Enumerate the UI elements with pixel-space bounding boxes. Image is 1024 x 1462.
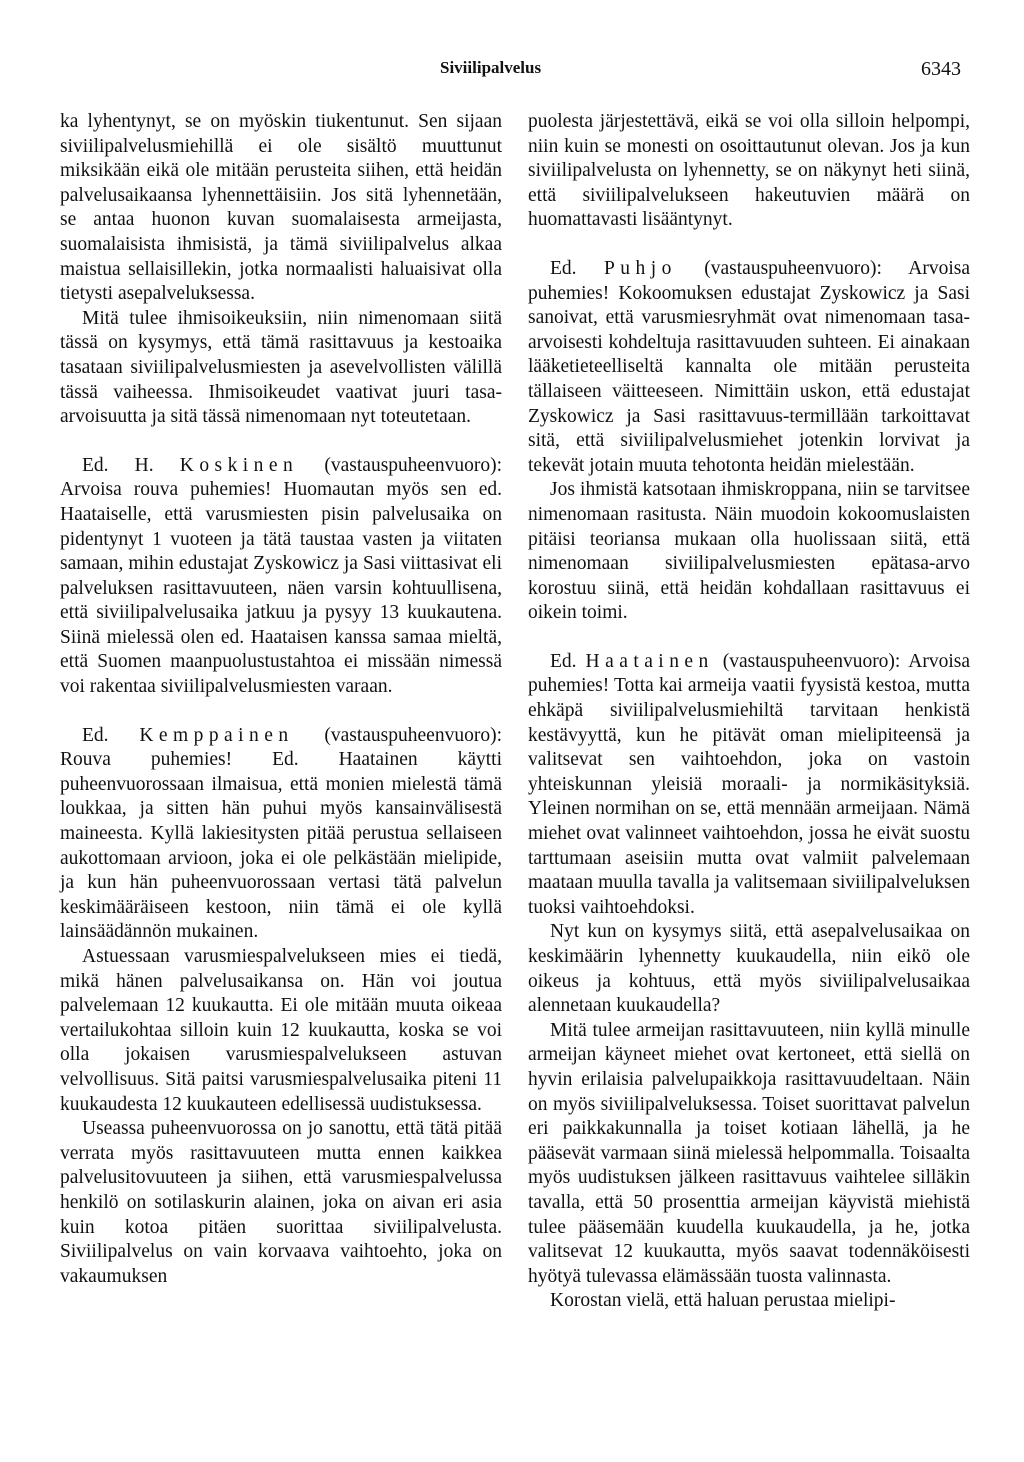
speech-prefix: Ed.: [550, 257, 577, 279]
paragraph: Nyt kun on kysymys siitä, että asepalvelusaikaa on keskimäärin lyhennetty kuukaudella, niin eikö ole oikeus ja kohtuus, että myös siviilipalvelusaikaa alennetaan kuukaudella?: [528, 921, 970, 1017]
speech-text: (vastauspuheenvuoro): Arvoisa puhemies! Totta kai armeija vaatii fyysistä kestoa, mutta ehkäpä siviilipalvelusmiehiltä tarvitaan henkistä kestävyyttä, kun he pitävät oman mielipiteensä ja valitsevat sen vaihtoehdon, joka on vastoin yhteiskunnan yleisiä moraali- ja normikäsityksiä. Yleinen normihan on se, että mennään armeijaan. Nämä miehet ovat valinneet vaihtoehdon, jossa he eivät suostu tarttumaan aseisiin mutta ovat valmiit palvelemaan maataan muulla tavalla ja valitsemaan siviilipalveluksen tuoksi vaihtoehdoksi.: [528, 650, 971, 918]
page-number: 6343: [921, 58, 961, 80]
paragraph: Jos ihmistä katsotaan ihmiskroppana, niin se tarvitsee nimenomaan rasitusta. Näin muodoin kokoomuslaisten pitäisi teoriansa mukaan olla huolissaan siitä, että nimenomaan siviilipalvelusmiesten epätasa-arvo korostuu siinä, että heidän kohdallaan rasittavuus ei oikein toimi.: [528, 479, 970, 624]
speech-text: (vastauspuheenvuoro): Arvoisa rouva puhemies! Huomautan myös sen ed. Haataiselle, että varusmiesten pisin palvelusaika on pidentynyt 1 vuoteen ja tätä taustaa vasten ja viitaten samaan, mihin edustajat Zyskowicz ja Sasi viittasivat eli palveluksen rasittavuuteen, näen varsin kohtuullisena, että siviilipalvelusaika jatkuu ja pysyy 13 kuukautena. Siinä mielessä olen ed. Haataisen kanssa samaa mieltä, että Suomen maanpuolustustahtoa ei missään nimessä voi rakentaa siviilipalvelusmiesten varaan.: [60, 454, 503, 698]
running-head-title: Siviilipalvelus: [440, 58, 542, 77]
speaker-name: Haatainen: [585, 650, 714, 672]
speech-paragraph: [60, 454, 502, 700]
left-column: [60, 110, 502, 1289]
speech-prefix: Ed.: [550, 650, 577, 672]
speech-text: (vastauspuheenvuoro): Rouva puhemies! Ed. Haatainen käytti puheenvuorossaan ilmaisua, että monien mielestä tämä loukkaa, ja sitten hän puhui myös kansainvälisestä maineesta. Kyllä lakiesitysten pitää perustua sellaiseen aukottomaan arvioon, joka ei ole pelkästään mielipide, ja kun hän puheenvuorossaan vertasi tätä palvelun keskimääräiseen kestoon, niin tämä ei ole kyllä lainsäädännön mukainen.: [60, 724, 502, 943]
paragraph: Mitä tulee ihmisoikeuksiin, niin nimenomaan siitä tässä on kysymys, että tämä rasittavuus ja kestoaika tasataan siviilipalvelusmiesten ja asevelvollisten välillä tässä vaiheessa. Ihmisoikeudet vaativat juuri tasa-arvoisuutta ja sitä tässä nimenomaan nyt toteutetaan.: [60, 307, 502, 428]
speech-paragraph: [60, 724, 502, 945]
speech-text: (vastauspuheenvuoro): Arvoisa puhemies! Kokoomuksen edustajat Zyskowicz ja Sasi sanoivat, että varusmiesryhmät ovat nimenomaan tasa-arvoisesti kohdeltuja rasittavuuden suhteen. Ei ainakaan lääketieteelliseltä kannalta ole mitään perusteita tällaiseen väitteeseen. Nimittäin uskon, että edustajat Zyskowicz ja Sasi rasittavuus-termillään tarkoittavat sitä, että siviilipalvelusmiehet jotenkin lorvivat ja tekevät jotain muuta tehotonta heidän mielestään.: [528, 257, 971, 476]
paragraph: puolesta järjestettävä, eikä se voi olla silloin helpompi, niin kuin se monesti on osoittautunut olevan. Jos ja kun siviilipalvelusta on lyhennetty, se on näkynyt heti siinä, että siviilipalvelukseen hakeutuvien määrä on huomattavasti lisääntynyt.: [528, 111, 970, 231]
paragraph: Mitä tulee armeijan rasittavuuteen, niin kyllä minulle armeijan käyneet miehet ovat kertoneet, että siellä on hyvin erilaisia palvelupaikkoja rasittavuudeltaan. Näin on myös siviilipalveluksessa. Toiset suorittavat palvelun eri paikkakunnalla ja toiset kotiaan lähellä, ja he pääsevät varmaan siinä mielessä helpommalla. Toisaalta myös uudistuksen jälkeen rasittavuus vaihtelee silläkin tavalla, että 50 prosenttia armeijan käyvistä miehistä tulee pääsemään kuudella kuukaudella, ja he, jotka valitsevat 12 kuukautta, myös saavat todennäköisesti hyötyä tulevassa elämässään tuosta valinnasta.: [528, 1019, 970, 1287]
paragraph: Useassa puheenvuorossa on jo sanottu, että tätä pitää verrata myös rasittavuuteen mutta ennen kaikkea palvelusitovuuteen ja siihen, että varusmiespalvelussa henkilö on sotilaskurin alainen, joka on aivan eri asia kuin kotoa pitäen suorittaa siviilipalvelusta. Siviilipalvelus on vain korvaava vaihtoehto, joka on vakaumuksen: [60, 1118, 502, 1287]
right-column: [528, 110, 970, 1314]
speech-paragraph: [528, 257, 970, 478]
speaker-name: Puhjo: [604, 257, 677, 279]
paragraph: Astuessaan varusmiespalvelukseen mies ei tiedä, mikä hänen palvelusaikansa on. Hän voi joutua palvelemaan 12 kuukautta. Ei ole mitään muuta oikeaa vertailukohtaa silloin kuin 12 kuukautta, koska se voi olla jokaisen varusmiespalvelukseen astuvan velvollisuus. Sitä paitsi varusmiespalvelusaika piteni 11 kuukaudesta 12 kuukauteen edellisessä uudistuksessa.: [60, 946, 502, 1115]
speaker-name: Koskinen: [179, 454, 299, 476]
speech-paragraph: [528, 650, 970, 921]
paragraph: Korostan vielä, että haluan perustaa mielipi-: [550, 1290, 896, 1312]
speaker-name: Kemppainen: [139, 724, 294, 746]
paragraph: ka lyhentynyt, se on myöskin tiukentunut. Sen sijaan siviilipalvelusmiehillä ei ole sisältö muuttunut miksikään eikä ole mitään perusteita siihen, että heidän palvelusaikaansa lyhennettäisiin. Jos sitä lyhennetään, se antaa huonon kuvan suomalaisesta armeijasta, suomalaisista ihmisistä, ja tämä siviilipalvelus alkaa maistua sellaisillekin, jotka normaalisti haluaisivat olla tietysti asepalveluksessa.: [60, 111, 502, 305]
speech-prefix: Ed. H.: [82, 454, 154, 476]
speech-prefix: Ed.: [82, 724, 109, 746]
